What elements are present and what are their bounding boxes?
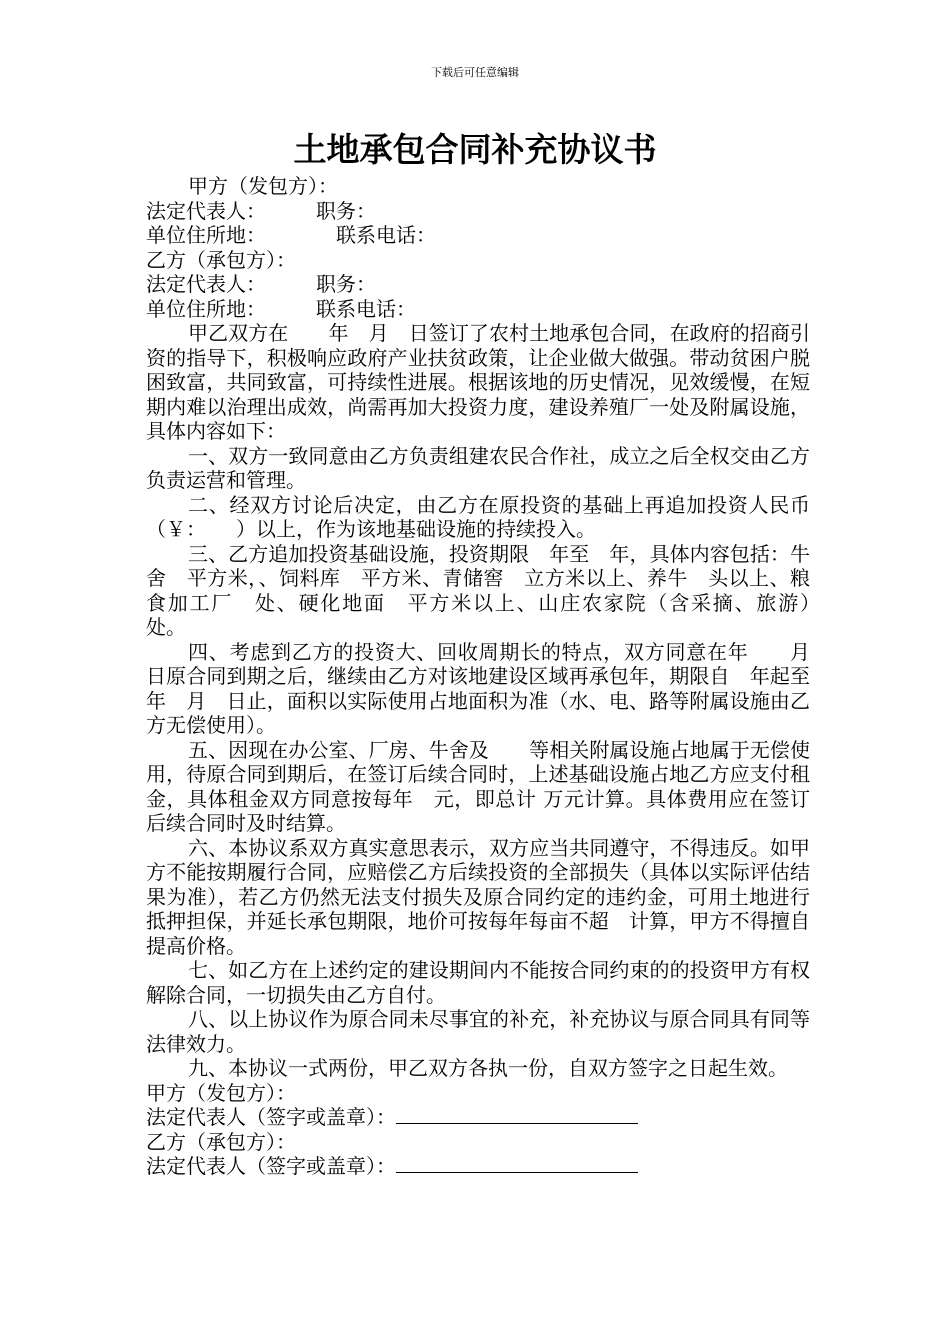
clause-5: 五、因现在办公室、厂房、牛舍及 等相关附属设施占地属于无偿使用，待原合同到期后，在签订后续合同时，上述基础设施占地乙方应支付租金，具体租金双方同意按每年 元，即总计 万元计算。具体费用应在签订后续合同时及时结算。 (146, 737, 810, 835)
signature-party-a: 甲方（发包方）： (146, 1080, 296, 1105)
clause-4: 四、考虑到乙方的投资大、回收周期长的特点，双方同意在年 月 日原合同到期之后，继续由乙方对该地建设区域再承包年，期限自 年起至 年 月 日止，面积以实际使用占地面积为准（水、电、路等附属设施由乙方无偿使用）。 (146, 639, 830, 737)
clause-9: 九、本协议一式两份，甲乙双方各执一份，自双方签字之日起生效。 (188, 1056, 788, 1080)
header-note: 下载后可任意编辑 (431, 66, 519, 79)
party-b-representative: 法定代表人： 职务： (146, 272, 376, 296)
intro-paragraph: 甲乙双方在 年 月 日签订了农村土地承包合同，在政府的招商引资的指导下，积极响应政府产业扶贫政策，让企业做大做强。带动贫困户脱困致富，共同致富，可持续性进展。根据该地的历史情况，见效缓慢，在短期内难以治理出成效，尚需再加大投资力度，建设养殖厂一处及附属设施，具体内容如下： (146, 321, 810, 443)
clause-3: 三、乙方追加投资基础设施，投资期限 年至 年，具体内容包括：牛舍 平方米，、饲料库 平方米、青储窖 立方米以上、养牛 头以上、粮食加工厂 处、硬化地面 平方米以上、山庄农家院（含采摘、旅游） 处。 (146, 541, 830, 639)
clause-6: 六、本协议系双方真实意思表示，双方应当共同遵守，不得违反。如甲方不能按期履行合同，应赔偿乙方后续投资的全部损失（具体以实际评估结果为准），若乙方仍然无法支付损失及原合同约定的违约金，可用土地进行抵押担保，并延长承包期限，地价可按每年每亩不超 计算，甲方不得擅自提高价格。 (146, 835, 810, 958)
signature-block-party-a (146, 1105, 810, 1130)
document-body (146, 174, 850, 1179)
party-a-address: 单位住所地： 联系电话： (146, 223, 436, 247)
party-a-representative: 法定代表人： 职务： (146, 198, 376, 223)
clause-8: 八、以上协议作为原合同未尽事宜的补充，补充协议与原合同具有同等法律效力。 (146, 1007, 810, 1056)
signature-label-party-b: 法定代表人（签字或盖章）： (146, 1154, 396, 1178)
signature-line-party-a[interactable] (396, 1105, 638, 1124)
clause-2: 二、经双方讨论后决定，由乙方在原投资的基础上再追加投资人民币 （￥： ）以上，作为该地基础设施的持续投入。 (146, 492, 850, 541)
clause-7: 七、如乙方在上述约定的建设期间内不能按合同约束的的投资甲方有权解除合同，一切损失由乙方自付。 (146, 958, 810, 1007)
document-title: 土地承包合同补充协议书 (293, 130, 657, 169)
party-a-heading: 甲方（发包方）： (188, 174, 338, 198)
signature-party-b: 乙方（承包方）： (146, 1129, 296, 1154)
clause-1: 一、双方一致同意由乙方负责组建农民合作社，成立之后全权交由乙方负责运营和管理。 (146, 443, 810, 492)
signature-line-party-b[interactable] (396, 1154, 638, 1173)
party-b-address: 单位住所地： 联系电话： (146, 296, 416, 321)
party-b-heading: 乙方（承包方）： (146, 247, 296, 272)
signature-block-party-b (146, 1154, 810, 1179)
signature-label-party-a: 法定代表人（签字或盖章）： (146, 1105, 396, 1129)
